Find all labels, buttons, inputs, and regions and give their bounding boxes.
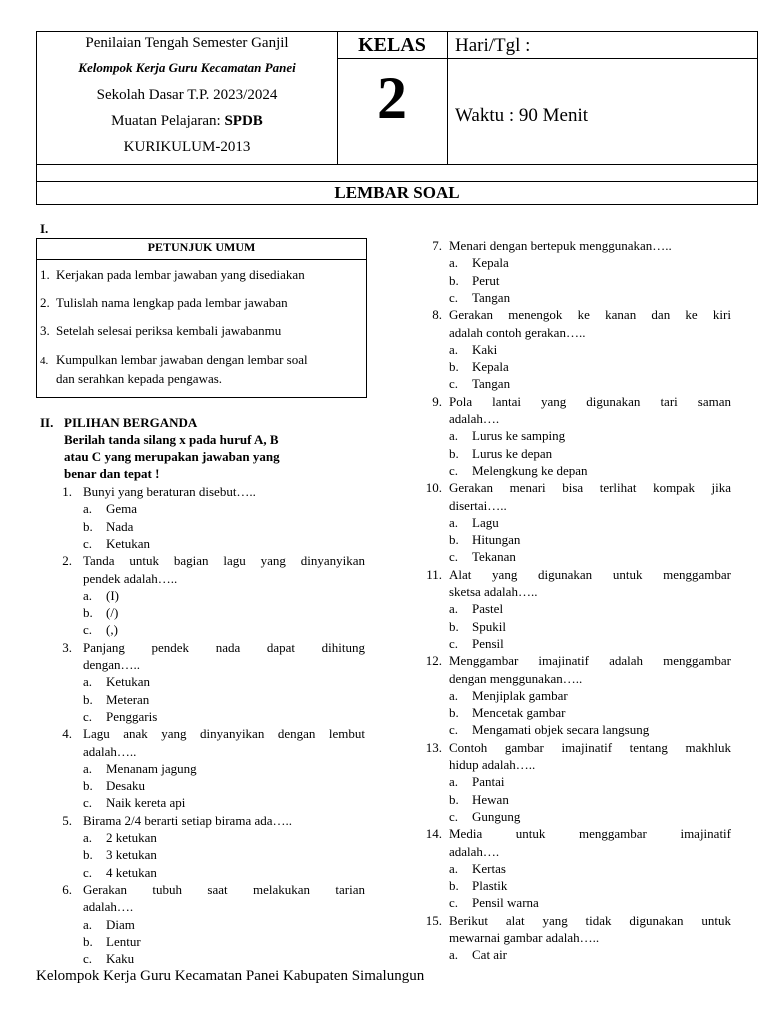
option-text: Lagu	[472, 514, 499, 530]
option-text: Mencetak gambar	[472, 705, 566, 721]
question-text: adalah….	[449, 411, 500, 426]
option-text: Kepala	[472, 359, 509, 375]
option-letter: a.	[449, 860, 459, 876]
option-text: 2 ketukan	[106, 830, 157, 845]
section-2-numeral: II.	[40, 415, 54, 430]
option-text: Plastik	[472, 878, 508, 894]
question-number: 12.	[425, 653, 442, 669]
option-text: Perut	[472, 272, 500, 288]
option-letter: b.	[83, 691, 93, 707]
option-text: Spukil	[472, 618, 506, 634]
option-letter: b.	[83, 605, 93, 621]
question-number: 15.	[425, 912, 442, 928]
option-letter: c.	[83, 622, 93, 638]
option-letter: c.	[449, 895, 459, 911]
petunjuk-item: 3. Setelah selesai periksa kembali jawabanmu	[40, 323, 282, 338]
question-number: 1.	[62, 484, 72, 499]
question-text: Birama 2/4 berarti setiap birama ada…..	[83, 812, 293, 828]
question-text: dengan menggunakan…..	[449, 670, 583, 686]
subject-line	[37, 113, 337, 129]
option-text: Ketukan	[106, 535, 151, 551]
option-letter: b.	[449, 878, 459, 894]
option-text: Meteran	[106, 691, 150, 707]
option-text: (/)	[106, 605, 119, 621]
option-letter: c.	[449, 289, 459, 305]
option-letter: a.	[83, 916, 93, 932]
question-text: adalah….	[449, 843, 500, 859]
option-letter: a.	[449, 428, 459, 444]
question-text: Gerakan menengok ke kanan dan ke kiri	[449, 307, 731, 323]
option-text: Ketukan	[106, 674, 151, 690]
option-letter: b.	[449, 532, 459, 548]
option-text: Gungung	[472, 808, 521, 824]
option-text: 3 ketukan	[106, 847, 157, 863]
option-letter: b.	[449, 705, 459, 721]
option-text: Tangan	[472, 289, 511, 305]
question-text: adalah contoh gerakan…..	[449, 324, 586, 340]
option-letter: c.	[449, 722, 459, 738]
option-letter: a.	[83, 501, 93, 517]
question-text: dengan…..	[83, 657, 141, 672]
option-text: Pantai	[472, 774, 505, 790]
header-school-info	[37, 32, 337, 164]
option-letter: c.	[449, 635, 459, 651]
question-text: disertai…..	[449, 497, 507, 513]
option-letter: b.	[83, 933, 93, 949]
option-letter: c.	[449, 462, 459, 478]
option-letter: a.	[449, 774, 459, 790]
option-letter: b.	[449, 445, 459, 461]
option-text: Hitungan	[472, 532, 521, 548]
option-text: Kepala	[472, 255, 509, 271]
question-text: sketsa adalah…..	[449, 584, 538, 599]
question-number: 6.	[62, 881, 72, 897]
question-text: Lagu anak yang dinyanyikan dengan lembut	[83, 726, 365, 742]
header-table	[36, 31, 758, 205]
option-text: Hewan	[472, 791, 509, 807]
option-text: (,)	[106, 622, 118, 638]
petunjuk-item: 4. Kumpulkan lembar jawaban dengan lembar soal dan serahkan kepada pengawas.	[40, 352, 308, 386]
option-text: Menanam jagung	[106, 760, 197, 776]
question-text: Pola lantai yang digunakan tari saman	[449, 393, 731, 409]
option-letter: c.	[83, 864, 93, 880]
kkg-name: Kelompok Kerja Guru Kecamatan Panei	[78, 60, 296, 75]
option-letter: a.	[83, 760, 93, 776]
option-text: Tangan	[472, 376, 511, 392]
petunjuk-title: PETUNJUK UMUM	[147, 240, 256, 254]
option-letter: a.	[449, 255, 459, 271]
question-text: hidup adalah…..	[449, 757, 536, 772]
option-text: Kaku	[106, 951, 135, 967]
option-letter: a.	[449, 947, 459, 963]
question-text: Berikut alat yang tidak digunakan untuk	[449, 912, 731, 928]
option-letter: a.	[83, 830, 93, 845]
petunjuk-item: 1. Kerjakan pada lembar jawaban yang disediakan	[40, 267, 305, 282]
petunjuk-umum-box	[36, 238, 367, 398]
option-letter: a.	[83, 674, 93, 690]
question-number: 2.	[62, 553, 72, 569]
kelas-label: KELAS	[358, 34, 426, 56]
option-text: (I)	[106, 587, 119, 603]
question-text: Gerakan menari bisa terlihat kompak jika	[449, 480, 731, 496]
section-2-instruction: Berilah tanda silang x pada huruf A, B	[64, 432, 279, 447]
question-text: Panjang pendek nada dapat dihitung	[83, 639, 365, 655]
option-letter: a.	[449, 687, 459, 703]
option-letter: a.	[449, 514, 459, 530]
option-letter: b.	[83, 518, 93, 534]
option-text: Penggaris	[106, 708, 158, 724]
question-text: Tanda untuk bagian lagu yang dinyanyikan	[83, 553, 365, 569]
option-text: Lentur	[106, 933, 141, 949]
option-text: Melengkung ke depan	[472, 462, 588, 478]
option-text: Pensil	[472, 635, 504, 651]
option-letter: b.	[449, 272, 459, 288]
question-number: 4.	[62, 726, 72, 742]
option-text: Nada	[106, 518, 134, 534]
option-letter: c.	[83, 795, 93, 811]
question-number: 3.	[62, 639, 72, 655]
question-number: 14.	[425, 826, 442, 842]
page-footer: Kelompok Kerja Guru Kecamatan Panei Kabupaten Simalungun	[36, 968, 425, 984]
lembar-soal-title: LEMBAR SOAL	[334, 183, 460, 202]
option-text: Pensil warna	[472, 895, 539, 911]
section-2-instruction: atau C yang merupakan jawaban yang	[64, 449, 280, 464]
option-text: Kertas	[472, 860, 506, 876]
question-text: Alat yang digunakan untuk menggambar	[449, 566, 731, 582]
option-letter: c.	[83, 951, 93, 967]
question-number: 11.	[426, 566, 442, 582]
option-letter: c.	[83, 535, 93, 551]
question-number: 13.	[425, 739, 442, 755]
option-letter: a.	[83, 587, 93, 603]
header-divider	[37, 164, 758, 165]
option-letter: c.	[83, 708, 93, 724]
question-text: Media untuk menggambar imajinatif	[449, 826, 731, 842]
option-text: Naik kereta api	[106, 795, 186, 811]
question-number: 8.	[432, 307, 442, 323]
option-letter: b.	[83, 847, 93, 863]
section-2-instruction: benar dan tepat !	[64, 466, 160, 481]
option-text: Pastel	[472, 601, 504, 617]
hari-tanggal: Hari/Tgl :	[455, 35, 531, 56]
question-text: Menari dengan bertepuk menggunakan…..	[449, 238, 672, 253]
option-text: Gema	[106, 501, 138, 517]
waktu: Waktu : 90 Menit	[455, 105, 589, 126]
option-text: Tekanan	[472, 549, 516, 565]
option-letter: b.	[83, 778, 93, 794]
section-1-numeral: I.	[40, 221, 49, 236]
question-number: 7.	[432, 238, 442, 253]
option-letter: b.	[449, 618, 459, 634]
question-text: Contoh gambar imajinatif tentang makhluk	[449, 739, 731, 755]
option-letter: c.	[449, 549, 459, 565]
option-text: Lurus ke depan	[472, 445, 553, 461]
question-number: 5.	[62, 812, 72, 828]
subject-prefix: Muatan Pelajaran:	[111, 113, 225, 129]
question-text: pendek adalah…..	[83, 570, 178, 586]
section-2-title: PILIHAN BERGANDA	[64, 415, 198, 430]
school-year: Sekolah Dasar T.P. 2023/2024	[96, 87, 278, 103]
curriculum: KURIKULUM-2013	[123, 139, 251, 155]
exam-title: Penilaian Tengah Semester Ganjil	[85, 35, 289, 51]
option-text: Kaki	[472, 341, 498, 357]
option-letter: b.	[449, 359, 459, 375]
subject-name: SPDB	[224, 113, 263, 129]
option-text: Mengamati objek secara langsung	[472, 722, 650, 738]
question-text: Menggambar imajinatif adalah menggambar	[449, 653, 731, 669]
option-letter: b.	[449, 791, 459, 807]
option-text: Cat air	[472, 947, 508, 963]
question-text: Bunyi yang beraturan disebut…..	[83, 484, 256, 499]
option-letter: a.	[449, 341, 459, 357]
petunjuk-item: 2. Tulislah nama lengkap pada lembar jawaban	[40, 295, 288, 310]
question-text: mewarnai gambar adalah…..	[449, 930, 600, 945]
question-text: adalah….	[83, 899, 134, 915]
question-text: adalah…..	[83, 743, 137, 759]
petunjuk-divider	[37, 259, 366, 260]
option-text: Lurus ke samping	[472, 428, 566, 444]
option-letter: a.	[449, 601, 459, 617]
question-text: Gerakan tubuh saat melakukan tarian	[83, 881, 365, 897]
kelas-number: 2	[377, 65, 407, 131]
option-text: Diam	[106, 916, 135, 932]
option-letter: c.	[449, 376, 459, 392]
option-text: 4 ketukan	[106, 864, 157, 880]
header-divider	[447, 32, 448, 164]
question-number: 9.	[432, 393, 442, 409]
question-number: 10.	[425, 480, 442, 496]
option-letter: c.	[449, 808, 459, 824]
option-text: Desaku	[106, 778, 145, 794]
option-text: Menjiplak gambar	[472, 687, 568, 703]
